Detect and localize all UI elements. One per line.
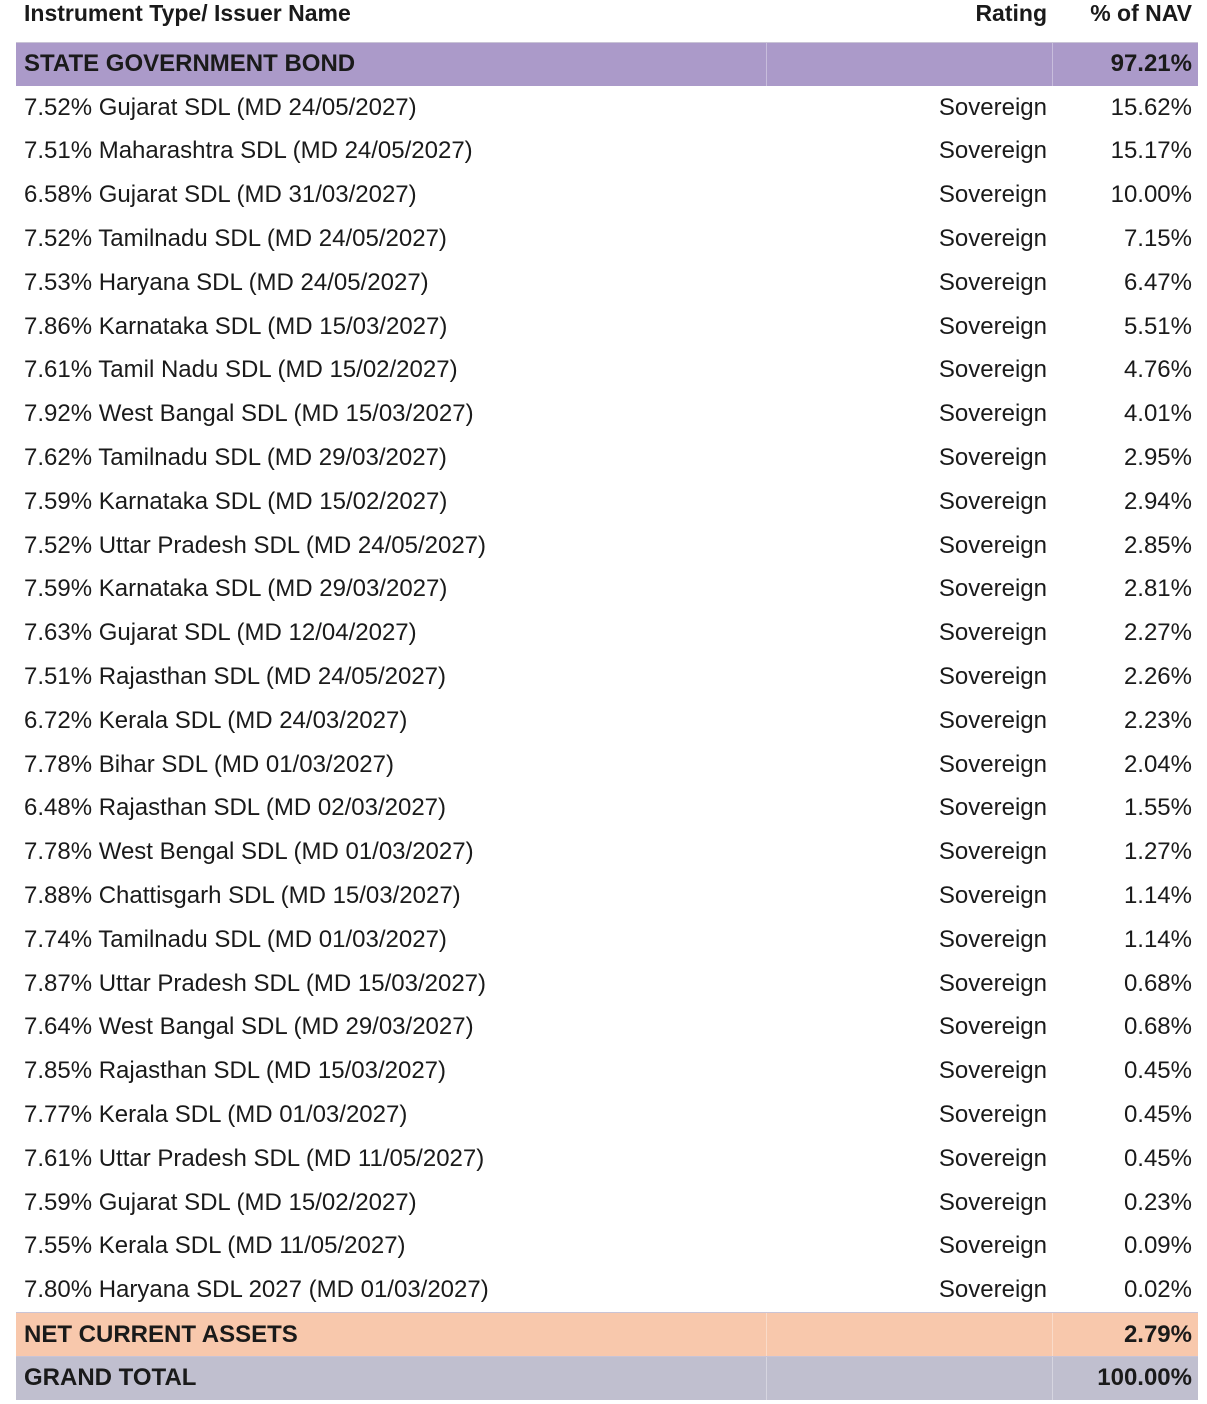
instrument-name: 7.52% Gujarat SDL (MD 24/05/2027) (24, 93, 417, 121)
table-row (16, 1093, 1198, 1137)
rating-cell: Sovereign (938, 225, 1047, 253)
rating-cell: Sovereign (938, 750, 1047, 778)
instrument-name: 7.53% Haryana SDL (MD 24/05/2027) (24, 268, 429, 296)
table-row (16, 1006, 1198, 1050)
rating-cell: Sovereign (938, 882, 1047, 910)
section-state-government-bond (16, 42, 1198, 86)
instrument-name: 7.59% Karnataka SDL (MD 29/03/2027) (24, 575, 448, 603)
nav-cell: 2.81% (1123, 575, 1192, 603)
instrument-name: 7.63% Gujarat SDL (MD 12/04/2027) (24, 619, 417, 647)
table-row (16, 173, 1198, 217)
rating-cell: Sovereign (938, 794, 1047, 822)
table-header (16, 0, 1198, 30)
table-row (16, 655, 1198, 699)
instrument-name: 7.59% Gujarat SDL (MD 15/02/2027) (24, 1188, 417, 1216)
rating-cell: Sovereign (938, 575, 1047, 603)
table-row (16, 86, 1198, 130)
rating-cell: Sovereign (938, 1188, 1047, 1216)
nav-cell: 0.68% (1123, 969, 1192, 997)
section-nav: 2.79% (1123, 1320, 1192, 1348)
table-row (16, 830, 1198, 874)
rating-cell: Sovereign (938, 663, 1047, 691)
nav-cell: 0.02% (1123, 1276, 1192, 1304)
table-row (16, 480, 1198, 524)
rating-cell: Sovereign (938, 137, 1047, 165)
table-row (16, 918, 1198, 962)
instrument-name: 7.92% West Bangal SDL (MD 15/03/2027) (24, 400, 474, 428)
table-row (16, 1137, 1198, 1181)
instrument-name: 6.48% Rajasthan SDL (MD 02/03/2027) (24, 794, 447, 822)
instrument-name: 7.74% Tamilnadu SDL (MD 01/03/2027) (24, 925, 447, 953)
instrument-name: 6.58% Gujarat SDL (MD 31/03/2027) (24, 181, 417, 209)
nav-cell: 0.45% (1123, 1101, 1192, 1129)
table-row (16, 1225, 1198, 1269)
table-row (16, 962, 1198, 1006)
section-net-current-assets (16, 1312, 1198, 1356)
nav-cell: 0.68% (1123, 1013, 1192, 1041)
instrument-name: 7.51% Maharashtra SDL (MD 24/05/2027) (24, 137, 473, 165)
rating-cell: Sovereign (938, 268, 1047, 296)
section-name: GRAND TOTAL (24, 1364, 197, 1392)
nav-cell: 1.55% (1123, 794, 1192, 822)
rating-cell: Sovereign (938, 838, 1047, 866)
nav-cell: 0.23% (1123, 1188, 1192, 1216)
nav-cell: 7.15% (1123, 225, 1192, 253)
nav-cell: 0.45% (1123, 1057, 1192, 1085)
nav-cell: 10.00% (1110, 181, 1192, 209)
table-row (16, 349, 1198, 393)
table-row (16, 392, 1198, 436)
instrument-name: 7.87% Uttar Pradesh SDL (MD 15/03/2027) (24, 969, 487, 997)
header-rating: Rating (975, 0, 1047, 26)
rating-cell: Sovereign (938, 487, 1047, 515)
nav-cell: 0.09% (1123, 1232, 1192, 1260)
table-row (16, 261, 1198, 305)
rating-cell: Sovereign (938, 706, 1047, 734)
nav-cell: 2.94% (1123, 487, 1192, 515)
instrument-name: 7.88% Chattisgarh SDL (MD 15/03/2027) (24, 882, 461, 910)
nav-cell: 2.04% (1123, 750, 1192, 778)
rating-cell: Sovereign (938, 1101, 1047, 1129)
nav-cell: 1.14% (1123, 882, 1192, 910)
instrument-name: 7.52% Uttar Pradesh SDL (MD 24/05/2027) (24, 531, 487, 559)
instrument-name: 6.72% Kerala SDL (MD 24/03/2027) (24, 706, 408, 734)
nav-cell: 2.95% (1123, 444, 1192, 472)
rating-cell: Sovereign (938, 400, 1047, 428)
rating-cell: Sovereign (938, 531, 1047, 559)
nav-cell: 4.01% (1123, 400, 1192, 428)
table-row (16, 217, 1198, 261)
instrument-name: 7.51% Rajasthan SDL (MD 24/05/2027) (24, 663, 447, 691)
instrument-name: 7.85% Rajasthan SDL (MD 15/03/2027) (24, 1057, 447, 1085)
instrument-name: 7.86% Karnataka SDL (MD 15/03/2027) (24, 312, 448, 340)
holdings-table (16, 0, 1198, 1400)
rating-cell: Sovereign (938, 1013, 1047, 1041)
rating-cell: Sovereign (938, 444, 1047, 472)
instrument-name: 7.55% Kerala SDL (MD 11/05/2027) (24, 1232, 406, 1260)
rating-cell: Sovereign (938, 619, 1047, 647)
table-row (16, 568, 1198, 612)
instrument-name: 7.78% West Bengal SDL (MD 01/03/2027) (24, 838, 474, 866)
rating-cell: Sovereign (938, 925, 1047, 953)
rating-cell: Sovereign (938, 93, 1047, 121)
nav-cell: 4.76% (1123, 356, 1192, 384)
rating-cell: Sovereign (938, 312, 1047, 340)
rating-cell: Sovereign (938, 181, 1047, 209)
table-row (16, 130, 1198, 174)
instrument-name: 7.61% Uttar Pradesh SDL (MD 11/05/2027) (24, 1144, 485, 1172)
nav-cell: 15.62% (1110, 93, 1192, 121)
instrument-name: 7.64% West Bangal SDL (MD 29/03/2027) (24, 1013, 474, 1041)
instrument-name: 7.61% Tamil Nadu SDL (MD 15/02/2027) (24, 356, 458, 384)
instrument-name: 7.62% Tamilnadu SDL (MD 29/03/2027) (24, 444, 447, 472)
nav-cell: 5.51% (1123, 312, 1192, 340)
nav-cell: 15.17% (1110, 137, 1192, 165)
table-row (16, 436, 1198, 480)
rating-cell: Sovereign (938, 969, 1047, 997)
nav-cell: 0.45% (1123, 1144, 1192, 1172)
table-row (16, 787, 1198, 831)
table-row (16, 1268, 1198, 1312)
table-row (16, 699, 1198, 743)
rating-cell: Sovereign (938, 1057, 1047, 1085)
table-row (16, 743, 1198, 787)
rating-cell: Sovereign (938, 1232, 1047, 1260)
instrument-name: 7.77% Kerala SDL (MD 01/03/2027) (24, 1101, 408, 1129)
section-grand-total (16, 1356, 1198, 1400)
header-nav: % of NAV (1090, 0, 1192, 26)
table-row (16, 524, 1198, 568)
section-name: STATE GOVERNMENT BOND (24, 50, 356, 78)
nav-cell: 2.26% (1123, 663, 1192, 691)
rating-cell: Sovereign (938, 1276, 1047, 1304)
rating-cell: Sovereign (938, 356, 1047, 384)
header-name: Instrument Type/ Issuer Name (24, 0, 351, 26)
nav-cell: 2.23% (1123, 706, 1192, 734)
section-nav: 100.00% (1097, 1364, 1192, 1392)
holdings-list (16, 86, 1198, 1312)
rating-cell: Sovereign (938, 1144, 1047, 1172)
nav-cell: 1.27% (1123, 838, 1192, 866)
nav-cell: 1.14% (1123, 925, 1192, 953)
table-row (16, 305, 1198, 349)
instrument-name: 7.78% Bihar SDL (MD 01/03/2027) (24, 750, 394, 778)
table-row (16, 611, 1198, 655)
instrument-name: 7.52% Tamilnadu SDL (MD 24/05/2027) (24, 225, 447, 253)
table-row (16, 874, 1198, 918)
nav-cell: 2.27% (1123, 619, 1192, 647)
section-name: NET CURRENT ASSETS (24, 1320, 298, 1348)
instrument-name: 7.59% Karnataka SDL (MD 15/02/2027) (24, 487, 448, 515)
nav-cell: 2.85% (1123, 531, 1192, 559)
table-row (16, 1049, 1198, 1093)
instrument-name: 7.80% Haryana SDL 2027 (MD 01/03/2027) (24, 1276, 489, 1304)
section-nav: 97.21% (1110, 50, 1192, 78)
nav-cell: 6.47% (1123, 268, 1192, 296)
table-row (16, 1181, 1198, 1225)
